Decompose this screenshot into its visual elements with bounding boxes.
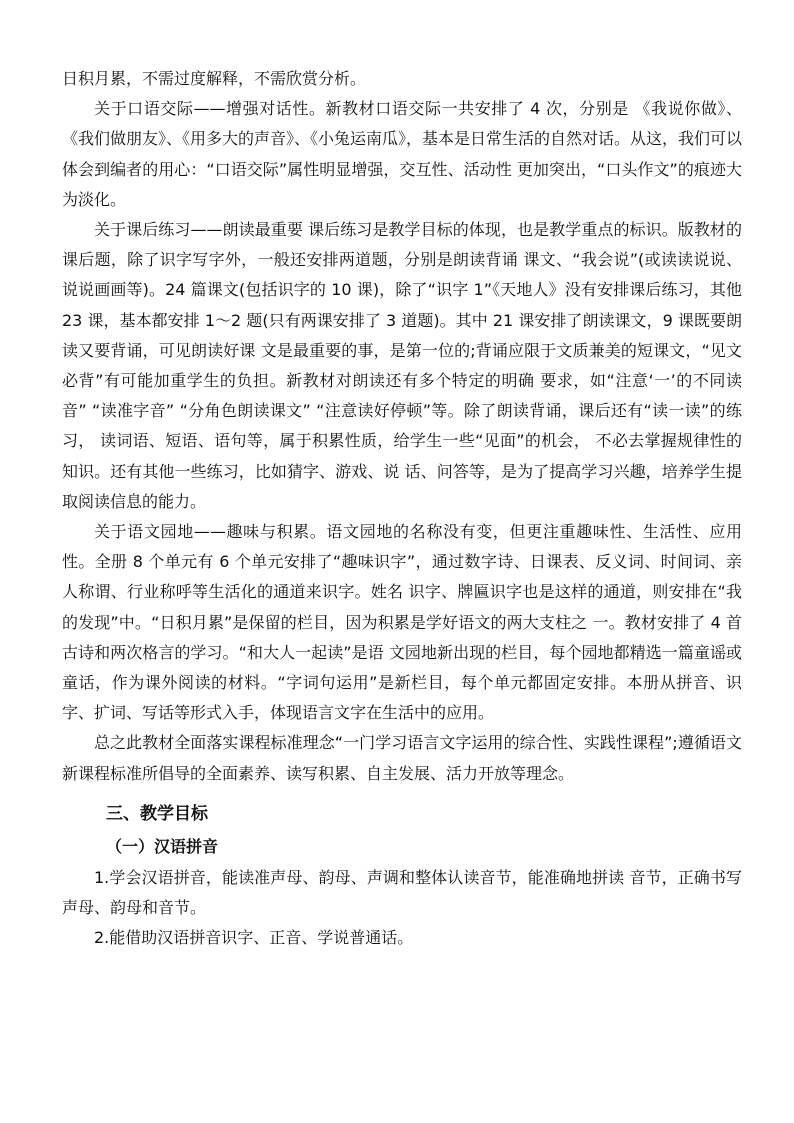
paragraph-after-class-exercises: 关于课后练习——朗读最重要 课后练习是教学目标的体现，也是教学重点的标识。版教材的课后题，除了识字写字外，一般还安排两道题，分别是朗读背诵 课文、“我会说”(或读读说说、说说画画等)。24 篇课文(包括识字的 10 课)，除了“识字 1”《天地人》没有安排课后练习，其他 23 课，基本都安排 1～2 题(只有两课安排了 3 道题)。其中 21 课安排了朗读课文，9 课既要朗读又要背诵，可见朗读好课 文是最重要的事，是第一位的;背诵应限于文质兼美的短课文，“见文必背”有可能加重学生的负担。新教材对朗读还有多个特定的明确 要求，如“注意‘一’的不同读音” “读准字音” “分角色朗读课文” “注意读好停顿”等。除了朗读背诵，课后还有“读一读”的练习， 读词语、短语、语句等，属于积累性质，给学生一些“见面”的机会， 不必去掌握规律性的知识。还有其他一些练习，比如猜字、游戏、说 话、问答等，是为了提高学习兴趣，培养学生提取阅读信息的能力。 (62, 220, 742, 511)
paragraph-continuation: 日积月累，不需过度解释，不需欣赏分析。 (62, 69, 367, 88)
section-heading-teaching-goals: 三、教学目标 (106, 803, 208, 824)
subsection-heading-pinyin: （一）汉语拼音 (106, 836, 219, 856)
list-item: 1.学会汉语拼音，能读准声母、韵母、声调和整体认读音节，能准确地拼读 音节，正确书写声母、韵母和音节。 (62, 867, 742, 918)
paragraph-oral-communication: 关于口语交际——增强对话性。新教材口语交际一共安排了 4 次，分别是 《我说你做》、《我们做朋友》、《用多大的声音》、《小兔运南瓜》，基本是日常生活的自然对话。从这，我们可以体会到编者的用心：“口语交际”属性明显增强，交互性、活动性 更加突出，“口头作文”的痕迹大为淡化。 (62, 99, 743, 209)
paragraph-summary: 总之此教材全面落实课程标准理念“一门学习语言文字运用的综合性、实践性课程”;遵循语文新课程标准所倡导的全面素养、读写积累、自主发展、活力开放等理念。 (62, 733, 742, 783)
paragraph-chinese-garden: 关于语文园地——趣味与积累。语文园地的名称没有变，但更注重趣味性、生活性、应用性。全册 8 个单元有 6 个单元安排了“趣味识字”，通过数字诗、日课表、反义词、时间词、亲人称谓、行业称呼等生活化的通道来识字。姓名 识字、牌匾识字也是这样的通道，则安排在“我的发现”中。“日积月累”是保留的栏目，因为积累是学好语文的两大支柱之 一。教材安排了 4 首古诗和两次格言的学习。“和大人一起读”是语 文园地新出现的栏目，每个园地都精选一篇童谣或童话，作为课外阅读的材料。“字词句运用”是新栏目，每个单元都固定安排。本册从拼音、识字、扩词、写话等形式入手，体现语言文字在生活中的应用。 (62, 522, 742, 723)
list-item: 2.能借助汉语拼音识字、正音、学说普通话。 (94, 928, 414, 948)
document-page (62, 64, 742, 953)
